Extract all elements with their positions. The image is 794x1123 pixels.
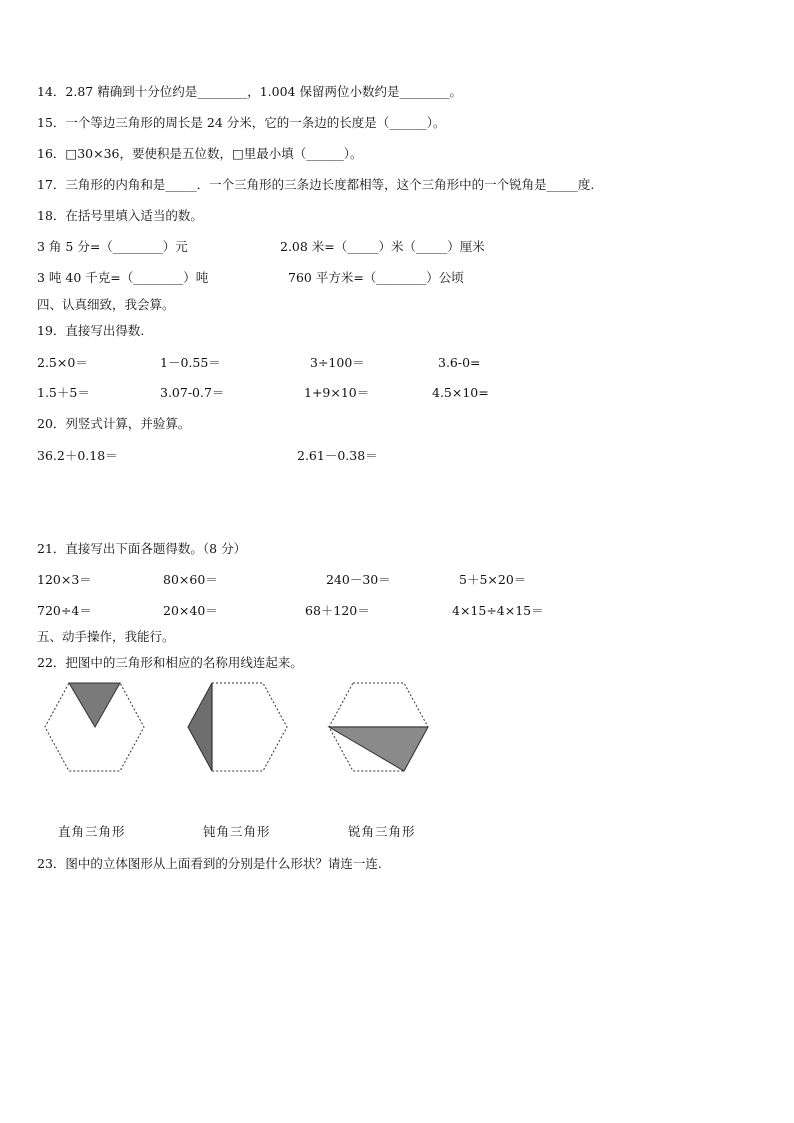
q21-item-2: 80×60＝ xyxy=(163,572,218,587)
hexagon-figures xyxy=(36,676,436,776)
hexagon-figure-2 xyxy=(188,683,287,771)
question-19: 19．直接写出得数. xyxy=(37,323,145,338)
q19-item-1: 2.5×0＝ xyxy=(37,355,88,370)
section-5-heading: 五、动手操作，我能行。 xyxy=(37,629,175,644)
section-4-heading: 四、认真细致，我会算。 xyxy=(37,297,175,312)
question-15: 15．一个等边三角形的周长是 24 分米，它的一条边的长度是（______）。 xyxy=(37,115,446,130)
q21-item-4: 5＋5×20＝ xyxy=(459,572,527,587)
hexagon-figure-1 xyxy=(45,683,144,771)
question-20: 20．列竖式计算，并验算。 xyxy=(37,416,191,431)
q20-item-2: 2.61－0.38＝ xyxy=(297,448,378,463)
q19-item-8: 4.5×10= xyxy=(432,385,489,400)
q21-item-5: 720÷4＝ xyxy=(37,603,92,618)
q19-item-5: 1.5＋5＝ xyxy=(37,385,90,400)
shaded-triangle-2 xyxy=(188,683,212,771)
q19-item-2: 1－0.55＝ xyxy=(160,355,221,370)
shaded-triangle-1 xyxy=(69,683,120,727)
q20-item-1: 36.2＋0.18＝ xyxy=(37,448,118,463)
q21-item-3: 240－30＝ xyxy=(326,572,391,587)
label-obtuse-triangle: 钝角三角形 xyxy=(203,824,271,839)
question-14: 14．2.87 精确到十分位约是________，1.004 保留两位小数约是________。 xyxy=(37,84,462,99)
question-16: 16．□30×36，要使积是五位数，□里最小填（______）。 xyxy=(37,146,363,161)
q21-item-1: 120×3＝ xyxy=(37,572,92,587)
question-23: 23．图中的立体图形从上面看到的分别是什么形状？请连一连. xyxy=(37,856,382,871)
q18-item-2: 2.08 米=（_____）米（_____）厘米 xyxy=(280,239,485,254)
q19-item-6: 3.07-0.7＝ xyxy=(160,385,225,400)
hexagon-figure-3 xyxy=(329,683,428,771)
question-22: 22．把图中的三角形和相应的名称用线连起来。 xyxy=(37,655,303,670)
q18-item-3: 3 吨 40 千克=（________）吨 xyxy=(37,270,209,285)
q21-item-6: 20×40＝ xyxy=(163,603,218,618)
question-17: 17．三角形的内角和是_____．一个三角形的三条边长度都相等，这个三角形中的一个锐角是_____度. xyxy=(37,177,595,192)
q19-item-4: 3.6-0= xyxy=(438,355,481,370)
q21-item-7: 68＋120＝ xyxy=(305,603,370,618)
q19-item-3: 3÷100＝ xyxy=(310,355,365,370)
question-21: 21．直接写出下面各题得数。（8 分） xyxy=(37,541,247,556)
q18-item-1: 3 角 5 分=（________）元 xyxy=(37,239,188,254)
label-acute-triangle: 锐角三角形 xyxy=(348,824,416,839)
label-right-triangle: 直角三角形 xyxy=(58,824,126,839)
q18-item-4: 760 平方米=（________）公顷 xyxy=(288,270,464,285)
q21-item-8: 4×15÷4×15＝ xyxy=(452,603,544,618)
shaded-triangle-3 xyxy=(329,727,428,771)
q19-item-7: 1+9×10＝ xyxy=(304,385,370,400)
question-18: 18．在括号里填入适当的数。 xyxy=(37,208,203,223)
